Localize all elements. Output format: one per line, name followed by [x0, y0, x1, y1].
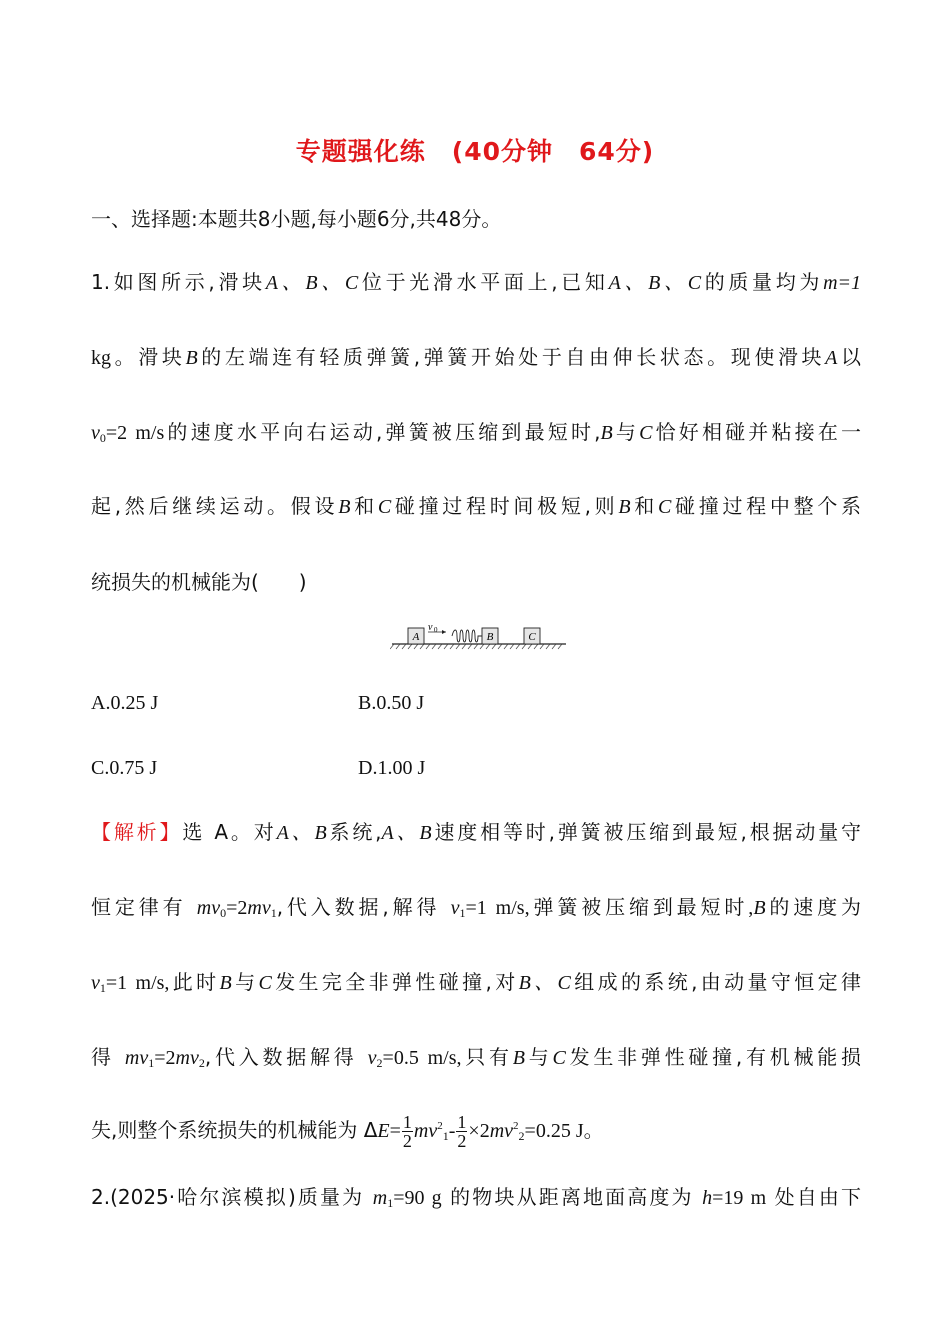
analysis-line-5: 失,则整个系统损失的机械能为 ΔE= $\frac{1}{2}$ $mv^2_1-$ $\frac{1}{2}$ $\times 2mv^2_2=0.25$ J。	[91, 1112, 604, 1151]
ground-hatching	[390, 644, 562, 649]
option-a[interactable]: A.0.25 J	[91, 692, 159, 714]
question-1-line-1: 1.如图所示,滑块A、B、C位于光滑水平面上,已知A、B、C的质量均为m=1	[91, 270, 862, 294]
block-c-label: C	[528, 631, 536, 643]
velocity-label: v	[428, 622, 433, 633]
spring	[452, 630, 482, 642]
analysis-line-2: 恒定律有 $mv_0=2mv_1$,代入数据,解得 $v_1=1$ m/s,弹簧被压缩到最短时,B的速度为	[91, 895, 862, 920]
option-d[interactable]: D.1.00 J	[358, 757, 426, 779]
question-2-line-1: 2.(2025·哈尔滨模拟)质量为 $m_1=90$ g 的物块从距离地面高度为 h=19 m 处自由下	[91, 1185, 862, 1210]
fraction-half-2: $\frac{1}{2}$	[457, 1112, 467, 1151]
section-heading: 一、选择题:本题共8小题,每小题6分,共48分。	[91, 207, 502, 231]
question-1-line-2: kg。滑块B的左端连有轻质弹簧,弹簧开始处于自由伸长状态。现使滑块A以	[91, 345, 862, 369]
question-1-line-3: $v_0=2$ m/s的速度水平向右运动,弹簧被压缩到最短时,B与C恰好相碰并粘接在一	[91, 420, 862, 445]
analysis-tag: 【解析】	[91, 820, 183, 844]
spring-block-figure	[390, 620, 570, 650]
block-b-label: B	[486, 631, 494, 643]
velocity-arrowhead	[442, 630, 446, 634]
question-1-line-4: 起,然后继续运动。假设B和C碰撞过程时间极短,则B和C碰撞过程中整个系	[91, 494, 862, 518]
option-b[interactable]: B.0.50 J	[358, 692, 425, 714]
question-1-line-5: 统损失的机械能为( )	[91, 570, 307, 594]
velocity-label-sub: 0	[434, 626, 438, 634]
block-a-label: A	[412, 631, 420, 643]
analysis-line-4: 得 $mv_1=2mv_2$,代入数据解得 $v_2=0.5$ m/s,只有B与C发生非弹性碰撞,有机械能损	[91, 1045, 862, 1070]
fraction-half-1: $\frac{1}{2}$	[402, 1112, 412, 1151]
analysis-line-3: $v_1=1$ m/s,此时B与C发生完全非弹性碰撞,对B、C组成的系统,由动量守恒定律	[91, 970, 861, 995]
option-c[interactable]: C.0.75 J	[91, 757, 158, 779]
page-title: 专题强化练 (40分钟 64分)	[295, 137, 655, 166]
analysis-line-1: 【解析】选 A。对A、B系统,A、B速度相等时,弹簧被压缩到最短,根据动量守	[91, 820, 862, 844]
